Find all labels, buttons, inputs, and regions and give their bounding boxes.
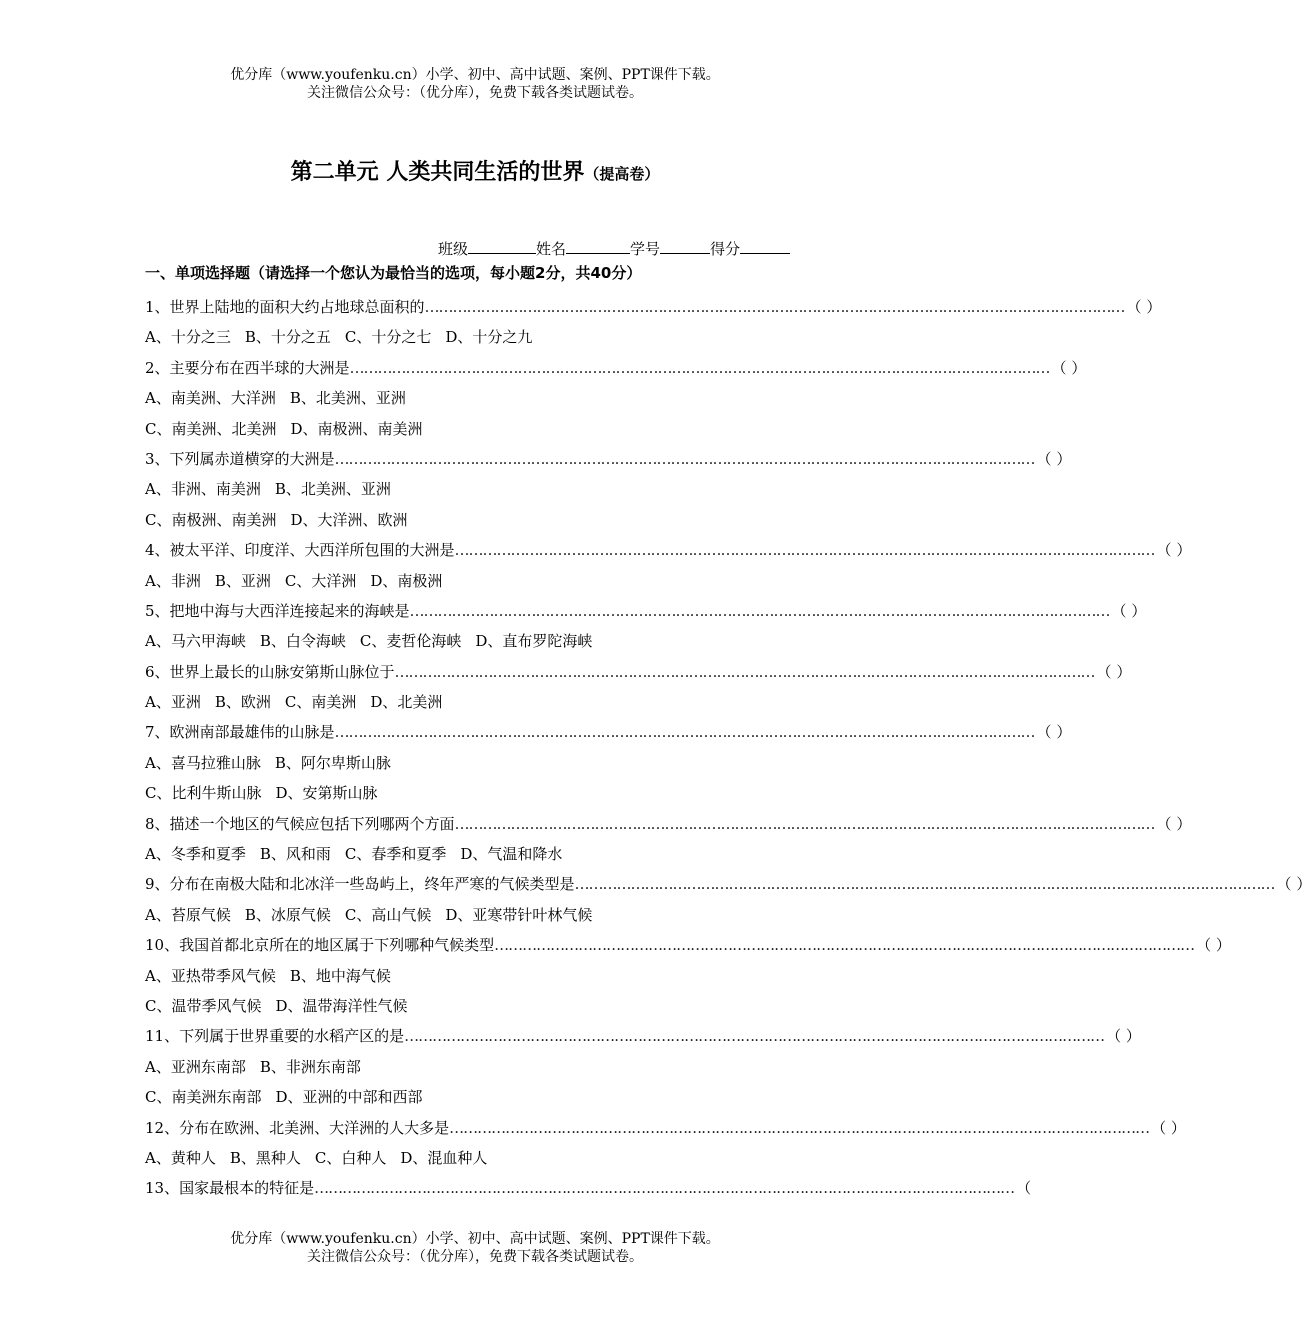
answer-blank[interactable]: （ ） bbox=[1156, 814, 1192, 833]
question-stem bbox=[145, 869, 1311, 899]
footer-line-2: 关注微信公众号：（优分库），免费下载各类试题试卷。 bbox=[307, 1249, 643, 1265]
option-choice[interactable]: A、喜马拉雅山脉 bbox=[145, 753, 261, 772]
question-text: 12、分布在欧洲、北美洲、大洋洲的人大多是 bbox=[145, 1118, 450, 1137]
question-text: 4、被太平洋、印度洋、大西洋所包围的大洲是 bbox=[145, 541, 455, 560]
options-line bbox=[145, 322, 825, 352]
option-choice[interactable]: B、白令海峡 bbox=[259, 632, 346, 651]
answer-blank[interactable]: （ ） bbox=[1036, 723, 1072, 742]
page-title bbox=[0, 155, 950, 186]
question-text: 2、主要分布在西半球的大洲是 bbox=[145, 358, 350, 377]
question-stem bbox=[145, 930, 1231, 960]
dot-leader: …………………………………………………………………………………………………………………………………… bbox=[454, 541, 1155, 560]
dot-leader: …………………………………………………………………………………………………………………………………… bbox=[424, 298, 1125, 316]
score-label: 得分 bbox=[710, 240, 741, 258]
option-choice[interactable]: D、混血种人 bbox=[400, 1148, 488, 1167]
dot-leader: …………………………………………………………………………………………………………………………………… bbox=[394, 662, 1095, 681]
option-choice[interactable]: B、非洲东南部 bbox=[259, 1057, 361, 1076]
option-choice[interactable]: C、温带季风气候 bbox=[145, 996, 262, 1015]
footer-line-1: 优分库（www.youfenku.cn）小学、初中、高中试题、案例、PPT课件下载。 bbox=[230, 1231, 720, 1247]
option-choice[interactable]: D、亚洲的中部和西部 bbox=[275, 1088, 423, 1107]
question-stem bbox=[145, 292, 1162, 322]
option-choice[interactable]: B、欧洲 bbox=[214, 693, 271, 712]
option-choice[interactable]: B、黑种人 bbox=[229, 1148, 301, 1167]
options-line bbox=[145, 687, 825, 717]
title-main: 第二单元 人类共同生活的世界 bbox=[290, 160, 585, 185]
title-sub: （提高卷） bbox=[584, 165, 660, 183]
question-text: 13、国家最根本的特征是 bbox=[145, 1179, 315, 1198]
answer-blank[interactable]: （ ） bbox=[1126, 298, 1162, 316]
option-choice[interactable]: D、安第斯山脉 bbox=[275, 784, 378, 803]
options-line bbox=[145, 566, 825, 596]
question-text: 8、描述一个地区的气候应包括下列哪两个方面 bbox=[145, 814, 455, 833]
option-choice[interactable]: B、北美洲、亚洲 bbox=[289, 389, 406, 408]
question-text: 11、下列属于世界重要的水稻产区的是 bbox=[145, 1027, 405, 1046]
option-choice[interactable]: A、马六甲海峡 bbox=[145, 632, 246, 651]
question-stem bbox=[145, 535, 1192, 565]
options-line bbox=[145, 1052, 825, 1082]
option-choice[interactable]: A、苔原气候 bbox=[145, 905, 231, 924]
option-choice[interactable]: B、北美洲、亚洲 bbox=[274, 480, 391, 499]
option-choice[interactable]: A、南美洲、大洋洲 bbox=[145, 389, 276, 408]
answer-blank[interactable]: （ ） bbox=[1051, 358, 1087, 377]
options-line bbox=[145, 414, 825, 444]
answer-blank[interactable]: （ ） bbox=[1156, 541, 1192, 560]
option-choice[interactable]: B、冰原气候 bbox=[244, 905, 331, 924]
option-choice[interactable]: C、麦哲伦海峡 bbox=[359, 632, 462, 651]
answer-blank[interactable]: （ ） bbox=[1151, 1118, 1186, 1137]
score-blank[interactable] bbox=[740, 239, 790, 254]
question-stem bbox=[145, 596, 1147, 626]
options-line bbox=[145, 626, 825, 656]
option-choice[interactable]: D、北美洲 bbox=[370, 693, 443, 712]
option-choice[interactable]: C、高山气候 bbox=[344, 905, 432, 924]
option-choice[interactable]: D、南极洲 bbox=[370, 571, 443, 590]
class-label: 班级 bbox=[438, 240, 469, 258]
answer-blank[interactable]: （ ） bbox=[1111, 601, 1147, 620]
page-header bbox=[0, 66, 950, 102]
class-blank[interactable] bbox=[468, 239, 536, 254]
dot-leader: …………………………………………………………………………………………………………………………………… bbox=[449, 1118, 1150, 1137]
dot-leader: …………………………………………………………………………………………………………………………………… bbox=[404, 1027, 1105, 1046]
options-line bbox=[145, 991, 825, 1021]
options-line bbox=[145, 900, 825, 930]
question-text: 3、下列属赤道横穿的大洲是 bbox=[145, 449, 335, 468]
question-stem bbox=[145, 1173, 1032, 1203]
option-choice[interactable]: D、亚寒带针叶林气候 bbox=[445, 905, 593, 924]
answer-blank[interactable]: （ ） bbox=[1196, 936, 1231, 955]
question-text: 1、世界上陆地的面积大约占地球总面积的 bbox=[145, 298, 425, 316]
question-stem bbox=[145, 444, 1072, 474]
answer-blank[interactable]: （ bbox=[1016, 1179, 1032, 1198]
options-line bbox=[145, 474, 825, 504]
options-line bbox=[145, 839, 825, 869]
answer-blank[interactable]: （ ） bbox=[1106, 1027, 1141, 1046]
option-choice[interactable]: D、温带海洋性气候 bbox=[275, 996, 408, 1015]
question-text: 6、世界上最长的山脉安第斯山脉位于 bbox=[145, 662, 395, 681]
dot-leader: …………………………………………………………………………………………………………………………………… bbox=[409, 601, 1110, 620]
option-choice[interactable]: A、亚热带季风气候 bbox=[145, 966, 276, 985]
option-choice[interactable]: D、大洋洲、欧洲 bbox=[290, 510, 408, 529]
question-stem bbox=[145, 1113, 1186, 1143]
option-choice[interactable]: A、黄种人 bbox=[145, 1148, 216, 1167]
option-choice[interactable]: C、白种人 bbox=[314, 1148, 387, 1167]
option-choice[interactable]: B、十分之五 bbox=[244, 328, 331, 347]
name-label: 姓名 bbox=[536, 240, 567, 258]
options-line bbox=[145, 505, 825, 535]
option-choice[interactable]: A、冬季和夏季 bbox=[145, 845, 246, 864]
dot-leader: …………………………………………………………………………………………………………………………………… bbox=[314, 1179, 1015, 1198]
option-choice[interactable]: C、南美洲东南部 bbox=[145, 1088, 262, 1107]
student-info bbox=[438, 238, 790, 259]
option-choice[interactable]: D、直布罗陀海峡 bbox=[475, 632, 593, 651]
dot-leader: …………………………………………………………………………………………………………………………………… bbox=[349, 358, 1050, 377]
answer-blank[interactable]: （ ） bbox=[1276, 875, 1311, 894]
question-stem bbox=[145, 353, 1087, 383]
question-text: 10、我国首都北京所在的地区属于下列哪种气候类型 bbox=[145, 936, 495, 955]
option-choice[interactable]: B、亚洲 bbox=[214, 571, 271, 590]
header-line-1: 优分库（www.youfenku.cn）小学、初中、高中试题、案例、PPT课件下载。 bbox=[230, 67, 720, 83]
section-heading: 一、单项选择题（请选择一个您认为最恰当的选项，每小题2分，共40分） bbox=[145, 264, 642, 282]
answer-blank[interactable]: （ ） bbox=[1096, 662, 1132, 681]
answer-blank[interactable]: （ ） bbox=[1036, 449, 1072, 468]
option-choice[interactable]: A、十分之三 bbox=[145, 328, 231, 347]
header-line-2: 关注微信公众号：（优分库），免费下载各类试题试卷。 bbox=[307, 85, 643, 101]
option-choice[interactable]: C、大洋洲 bbox=[284, 571, 357, 590]
question-text: 9、分布在南极大陆和北冰洋一些岛屿上，终年严寒的气候类型是 bbox=[145, 875, 575, 894]
options-line bbox=[145, 383, 825, 413]
dot-leader: …………………………………………………………………………………………………………………………………… bbox=[574, 875, 1275, 894]
question-stem bbox=[145, 1021, 1141, 1051]
question-text: 7、欧洲南部最雄伟的山脉是 bbox=[145, 723, 335, 742]
question-stem bbox=[145, 657, 1132, 687]
question-stem bbox=[145, 809, 1192, 839]
question-text: 5、把地中海与大西洋连接起来的海峡是 bbox=[145, 601, 410, 620]
option-choice[interactable]: C、十分之七 bbox=[344, 328, 432, 347]
question-list bbox=[145, 292, 1311, 1204]
option-choice[interactable]: A、非洲 bbox=[145, 571, 201, 590]
dot-leader: …………………………………………………………………………………………………………………………………… bbox=[454, 814, 1155, 833]
dot-leader: …………………………………………………………………………………………………………………………………… bbox=[494, 936, 1195, 955]
option-choice[interactable]: C、南极洲、南美洲 bbox=[145, 510, 277, 529]
option-choice[interactable]: C、比利牛斯山脉 bbox=[145, 784, 262, 803]
option-choice[interactable]: A、亚洲东南部 bbox=[145, 1057, 246, 1076]
number-label: 学号 bbox=[630, 240, 661, 258]
option-choice[interactable]: C、南美洲 bbox=[284, 693, 357, 712]
options-line bbox=[145, 1082, 825, 1112]
options-line bbox=[145, 748, 825, 778]
option-choice[interactable]: D、十分之九 bbox=[445, 328, 533, 347]
option-choice[interactable]: C、春季和夏季 bbox=[344, 845, 447, 864]
name-blank[interactable] bbox=[566, 239, 630, 254]
option-choice[interactable]: A、非洲、南美洲 bbox=[145, 480, 261, 499]
dot-leader: …………………………………………………………………………………………………………………………………… bbox=[334, 449, 1035, 468]
dot-leader: …………………………………………………………………………………………………………………………………… bbox=[334, 723, 1035, 742]
options-line bbox=[145, 961, 825, 991]
options-line bbox=[145, 1143, 825, 1173]
question-stem bbox=[145, 717, 1072, 747]
number-blank[interactable] bbox=[660, 239, 710, 254]
option-choice[interactable]: B、地中海气候 bbox=[289, 966, 391, 985]
option-choice[interactable]: C、南美洲、北美洲 bbox=[145, 419, 277, 438]
option-choice[interactable]: D、南极洲、南美洲 bbox=[290, 419, 423, 438]
option-choice[interactable]: D、气温和降水 bbox=[460, 845, 563, 864]
options-line bbox=[145, 778, 825, 808]
option-choice[interactable]: A、亚洲 bbox=[145, 693, 201, 712]
page-footer bbox=[0, 1230, 950, 1266]
option-choice[interactable]: B、风和雨 bbox=[259, 845, 331, 864]
option-choice[interactable]: B、阿尔卑斯山脉 bbox=[274, 753, 391, 772]
